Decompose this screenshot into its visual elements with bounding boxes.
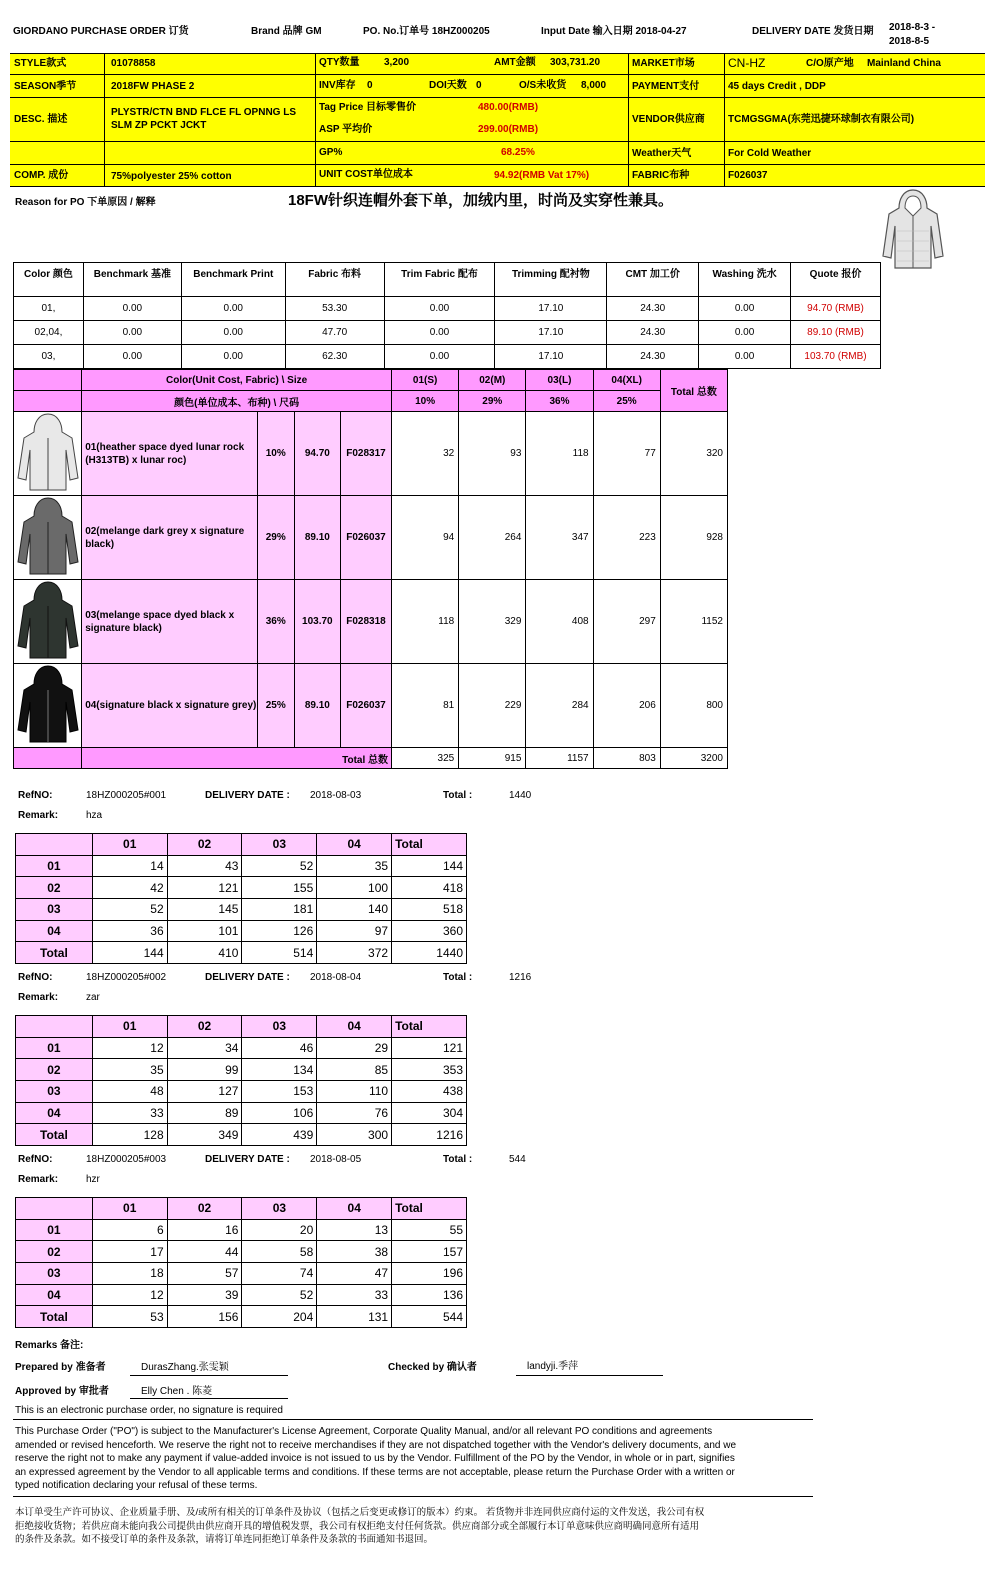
jacket-01-image xyxy=(14,412,82,496)
doi-label: DOI天数 xyxy=(429,80,467,91)
table-row: 04 12 39 52 33 136 xyxy=(16,1284,467,1306)
season-value: 2018FW PHASE 2 xyxy=(111,81,195,92)
table-row: 03, 0.00 0.00 62.30 0.00 17.10 24.30 0.00 103.70 (RMB) xyxy=(14,345,881,369)
size-l: 03(L) xyxy=(526,370,593,391)
asp-value: 299.00(RMB) xyxy=(478,124,539,135)
style-label: STYLE款式 xyxy=(14,58,67,69)
vendor-label: VENDOR供应商 xyxy=(632,114,705,125)
delivery-total: 544 xyxy=(509,1154,526,1165)
weather-value: For Cold Weather xyxy=(728,148,812,159)
cost-header-trimming: Trimming 配衬物 xyxy=(495,263,607,297)
table-row: 02(melange dark grey x signature black) 29% 89.10 F026037 94 264 347 223 928 xyxy=(14,496,728,580)
cost-table-header xyxy=(14,263,881,297)
amt-label: AMT金额 xyxy=(494,57,536,68)
unit-cost-label: UNIT COST单位成本 xyxy=(319,169,413,180)
checked-label: Checked by 确认者 xyxy=(388,1362,477,1373)
coo-value: Mainland China xyxy=(867,58,941,69)
qty-value: 3,200 xyxy=(384,57,410,68)
remarks-label: Remarks 备注: xyxy=(15,1340,84,1351)
cost-header-fabric: Fabric 布料 xyxy=(285,263,384,297)
desc-line-2: SLM ZP PCKT JCKT xyxy=(111,120,207,131)
size-header-en: Color(Unit Cost, Fabric) \ Size xyxy=(82,370,392,391)
cost-header-benchmark: Benchmark 基准 xyxy=(83,263,181,297)
table-row: 03 18 57 74 47 196 xyxy=(16,1263,467,1285)
info-block xyxy=(10,53,985,187)
delivery-table-1: 01 02 03 04 Total 01 14 43 52 35 144 02 42 121 155 100 418 03 52 145 181 140 518 04 36 101 126 97 360 Total 144 410 514 372 1440 xyxy=(15,833,467,964)
table-row: 01(heather space dyed lunar rock (H313TB) x lunar roc) 10% 94.70 F028317 32 93 118 77 320 xyxy=(14,412,728,496)
size-breakdown-table: Color(Unit Cost, Fabric) \ Size 01(S) 02(M) 03(L) 04(XL) Total 总数 颜色(单位成本、布种) \ 尺码 10% 29% 36% 25% 01(heather space dyed lunar rock (H313TB) x lunar roc) 10% 94.70 F028317 32 93 118 77 320 02(melange dark grey x signature black) 29% 89.10 F026037 94 264 347 223 928 03(melange space dyed black x signature black) 36% 103.70 F028318 118 329 408 297 1152 04(signature black x signature grey) 25% 89.10 F026037 81 229 284 206 800 Total 总数 325 915 1157 803 3200 xyxy=(13,369,728,769)
table-row: Total 总数 325 915 1157 803 3200 xyxy=(14,748,728,769)
po-header xyxy=(0,0,990,48)
delivery-remark: zar xyxy=(86,992,100,1003)
input-date: Input Date 输入日期 2018-04-27 xyxy=(541,26,687,37)
reason-label: Reason for PO 下单原因 / 解释 xyxy=(15,197,156,208)
cost-header-trim-fabric: Trim Fabric 配布 xyxy=(384,263,495,297)
table-row: 03(melange space dyed black x signature black) 36% 103.70 F028318 118 329 408 297 1152 xyxy=(14,580,728,664)
table-row: 04 33 89 106 76 304 xyxy=(16,1102,467,1124)
desc-line-1: PLYSTR/CTN BND FLCE FL OPNNG LS xyxy=(111,107,297,118)
comp-value: 75%polyester 25% cotton xyxy=(111,171,232,182)
comp-label: COMP. 成份 xyxy=(14,170,69,181)
payment-label: PAYMENT支付 xyxy=(632,81,700,92)
product-sketch-image xyxy=(879,186,947,272)
delivery-date-label: DELIVERY DATE 发货日期 xyxy=(752,26,874,37)
market-label: MARKET市场 xyxy=(632,58,695,69)
delivery-date-1: 2018-8-3 - xyxy=(889,22,936,33)
cost-header-washing: Washing 洗水 xyxy=(699,263,791,297)
size-m: 02(M) xyxy=(459,370,526,391)
os-label: O/S未收货 xyxy=(519,80,567,91)
delivery-date: 2018-08-04 xyxy=(310,972,362,983)
po-number: PO. No.订单号 18HZ000205 xyxy=(363,26,490,37)
qty-label: QTY数量 xyxy=(319,57,360,68)
table-row: 02 35 99 134 85 353 xyxy=(16,1059,467,1081)
delivery-date-2: 2018-8-5 xyxy=(889,36,930,47)
ref-no: 18HZ000205#003 xyxy=(86,1154,167,1165)
checked-by: landyji.季萍 xyxy=(527,1361,579,1372)
po-title: GIORDANO PURCHASE ORDER 订货 xyxy=(13,26,189,37)
os-value: 8,000 xyxy=(581,80,607,91)
weather-label: Weather天气 xyxy=(632,148,692,159)
cost-header-benchmark-print: Benchmark Print xyxy=(181,263,285,297)
asp-label: ASP 平均价 xyxy=(319,124,373,135)
cost-table xyxy=(13,262,881,369)
table-row: 03 48 127 153 110 438 xyxy=(16,1081,467,1103)
delivery-date: 2018-08-03 xyxy=(310,790,362,801)
reason-text: 18FW针织连帽外套下单，加绒内里，时尚及实穿性兼具。 xyxy=(288,192,674,209)
prepared-label: Prepared by 准备者 xyxy=(15,1362,106,1373)
table-row: 02 17 44 58 38 157 xyxy=(16,1241,467,1263)
terms-zh: 本订单受生产许可协议、企业质量手册、及/或所有相关的订单条件及协议（包括之后变更或修订的版本）约束。 若货物并非连同供应商付运的文件发送，我公司有权 拒绝接收货物；若供应商未能向我公司提供由供应商开具的增值税发票，我公司有权拒绝支付任何货款。供应商部分或全部履行本订单意味供应商明确同意所有适用 的条件及条款。如不接受订单的条件及条款，请将订单连同拒绝订单条件及条款的书面通知书退回。 xyxy=(15,1507,705,1545)
doi-value: 0 xyxy=(476,80,482,91)
tag-price-value: 480.00(RMB) xyxy=(478,102,539,113)
gp-value: 68.25% xyxy=(501,147,535,158)
delivery-total: 1216 xyxy=(509,972,532,983)
jacket-02-image xyxy=(14,496,82,580)
coo-label: C/O原产地 xyxy=(806,58,854,69)
delivery-remark: hzr xyxy=(86,1174,100,1185)
approved-by: Elly Chen . 陈菱 xyxy=(141,1386,213,1397)
amt-value: 303,731.20 xyxy=(550,57,601,68)
table-row: Total 144 410 514 372 1440 xyxy=(16,942,467,964)
table-row: 04 36 101 126 97 360 xyxy=(16,920,467,942)
table-row: 01 12 34 46 29 121 xyxy=(16,1037,467,1059)
inv-label: INV库存 xyxy=(319,80,356,91)
desc-label: DESC. 描述 xyxy=(14,114,68,125)
gp-label: GP% xyxy=(319,147,343,158)
size-xl: 04(XL) xyxy=(593,370,660,391)
inv-value: 0 xyxy=(367,80,373,91)
ref-no: 18HZ000205#002 xyxy=(86,972,167,983)
tag-price-label: Tag Price 目标零售价 xyxy=(319,102,417,113)
payment-value: 45 days Credit , DDP xyxy=(728,81,826,92)
cost-header-cmt: CMT 加工价 xyxy=(607,263,699,297)
style-value: 01078858 xyxy=(111,58,156,69)
delivery-table-3: 01 02 03 04 Total 01 6 16 20 13 55 02 17 44 58 38 157 03 18 57 74 47 196 04 12 39 52 33 136 Total 53 156 204 131 544 xyxy=(15,1197,467,1328)
table-row: 03 52 145 181 140 518 xyxy=(16,899,467,921)
delivery-date: 2018-08-05 xyxy=(310,1154,362,1165)
table-row: 01 14 43 52 35 144 xyxy=(16,855,467,877)
ref-no: 18HZ000205#001 xyxy=(86,790,167,801)
vendor-value: TCMGSGMA(东莞迅捷环球制衣有限公司) xyxy=(728,114,915,125)
size-total-header: Total 总数 xyxy=(660,370,727,412)
delivery-table-2: 01 02 03 04 Total 01 12 34 46 29 121 02 35 99 134 85 353 03 48 127 153 110 438 04 33 89 106 76 304 Total 128 349 439 300 1216 xyxy=(15,1015,467,1146)
cost-header-quote: Quote 报价 xyxy=(791,263,881,297)
fabric-label: FABRIC布种 xyxy=(632,170,690,181)
table-row: Total 53 156 204 131 544 xyxy=(16,1306,467,1328)
prepared-by: DurasZhang.张雯颖 xyxy=(141,1362,229,1373)
table-row: 02 42 121 155 100 418 xyxy=(16,877,467,899)
electronic-note: This is an electronic purchase order, no signature is required xyxy=(15,1405,283,1416)
unit-cost-value: 94.92(RMB Vat 17%) xyxy=(494,170,590,181)
table-row: 01, 0.00 0.00 53.30 0.00 17.10 24.30 0.00 94.70 (RMB) xyxy=(14,297,881,321)
approved-label: Approved by 审批者 xyxy=(15,1386,109,1397)
market-value: CN-HZ xyxy=(728,56,766,70)
size-header-zh: 颜色(单位成本、布种) \ 尺码 xyxy=(82,391,392,412)
delivery-remark: hza xyxy=(86,810,103,821)
jacket-03-image xyxy=(14,580,82,664)
delivery-total: 1440 xyxy=(509,790,532,801)
fabric-value: F026037 xyxy=(728,170,768,181)
table-row: 02,04, 0.00 0.00 47.70 0.00 17.10 24.30 0.00 89.10 (RMB) xyxy=(14,321,881,345)
season-label: SEASON季节 xyxy=(14,81,77,92)
table-row: 04(signature black x signature grey) 25% 89.10 F026037 81 229 284 206 800 xyxy=(14,664,728,748)
terms-en: This Purchase Order ("PO") is subject to the Manufacturer's License Agreement, Corporate Quality Manual, and/or all relevant PO conditions and agreements amended or revised henceforth. We reserve the right not to receive merchandises if they are not dispatched together with the Vendor's delivery documents, and we reserve the right not to make any payment if value-added invoice is not issued to us by the Vendor. Fulfillment of the PO by the Vendor, in whole or in part, signifies an expressed agreement by the Vendor to all applicable terms and conditions. If these terms are not acceptable, please return the Purchase Order with a written or typed notification declaring your refusal of these terms. xyxy=(15,1426,737,1491)
brand: Brand 品牌 GM xyxy=(251,26,322,37)
size-s: 01(S) xyxy=(392,370,459,391)
table-row: 01 6 16 20 13 55 xyxy=(16,1219,467,1241)
jacket-04-image xyxy=(14,664,82,748)
cost-header-color: Color 颜色 xyxy=(14,263,84,297)
table-row: Total 128 349 439 300 1216 xyxy=(16,1124,467,1146)
